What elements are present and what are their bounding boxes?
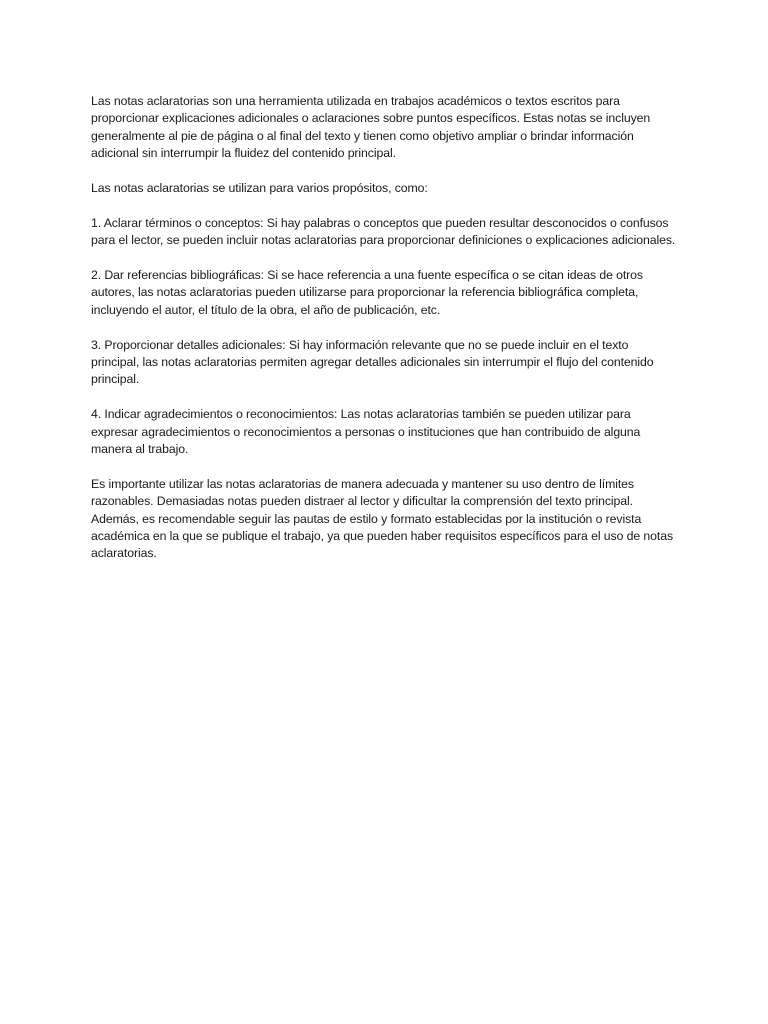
document-body [91,93,677,580]
list-item-clarify-terms: 1. Aclarar términos o conceptos: Si hay palabras o conceptos que pueden resultar desconocidos o confusos para el lector, se pueden incluir notas aclaratorias para proporcionar definiciones o explicaciones adicionales. [91,215,676,248]
list-item-references: 2. Dar referencias bibliográficas: Si se hace referencia a una fuente específica o se citan ideas de otros autores, las notas aclaratorias pueden utilizarse para proporcionar la referencia bibliográfica completa, incluyendo el autor, el título de la obra, el año de publicación, etc. [91,268,643,317]
paragraph-purposes-lead: Las notas aclaratorias se utilizan para varios propósitos, como: [91,181,428,196]
list-item-additional-details: 3. Proporcionar detalles adicionales: Si hay información relevante que no se puede incluir en el texto principal, las notas aclaratorias permiten agregar detalles adicionales sin interrumpir el flujo del contenido principal. [91,337,654,387]
list-item-acknowledgements: 4. Indicar agradecimientos o reconocimientos: Las notas aclaratorias también se pueden utilizar para expresar agradecimientos o reconocimientos a personas o instituciones que han contribuido de alguna manera al trabajo. [91,407,641,457]
paragraph-intro: Las notas aclaratorias son una herramienta utilizada en trabajos académicos o textos escritos para proporcionar explicaciones adicionales o aclaraciones sobre puntos específicos. Estas notas se incluyen generalmente al pie de página o al final del texto y tienen como objetivo ampliar o brindar información adicional sin interrumpir la fluidez del contenido principal. [91,94,651,161]
paragraph-conclusion: Es importante utilizar las notas aclaratorias de manera adecuada y mantener su uso dentro de límites razonables. Demasiadas notas pueden distraer al lector y dificultar la comprensión del texto principal. Además, es recomendable seguir las pautas de estilo y formato establecidas por la institución o revista académica en la que se publique el trabajo, ya que pueden haber requisitos específicos para el uso de notas aclaratorias. [91,476,674,561]
